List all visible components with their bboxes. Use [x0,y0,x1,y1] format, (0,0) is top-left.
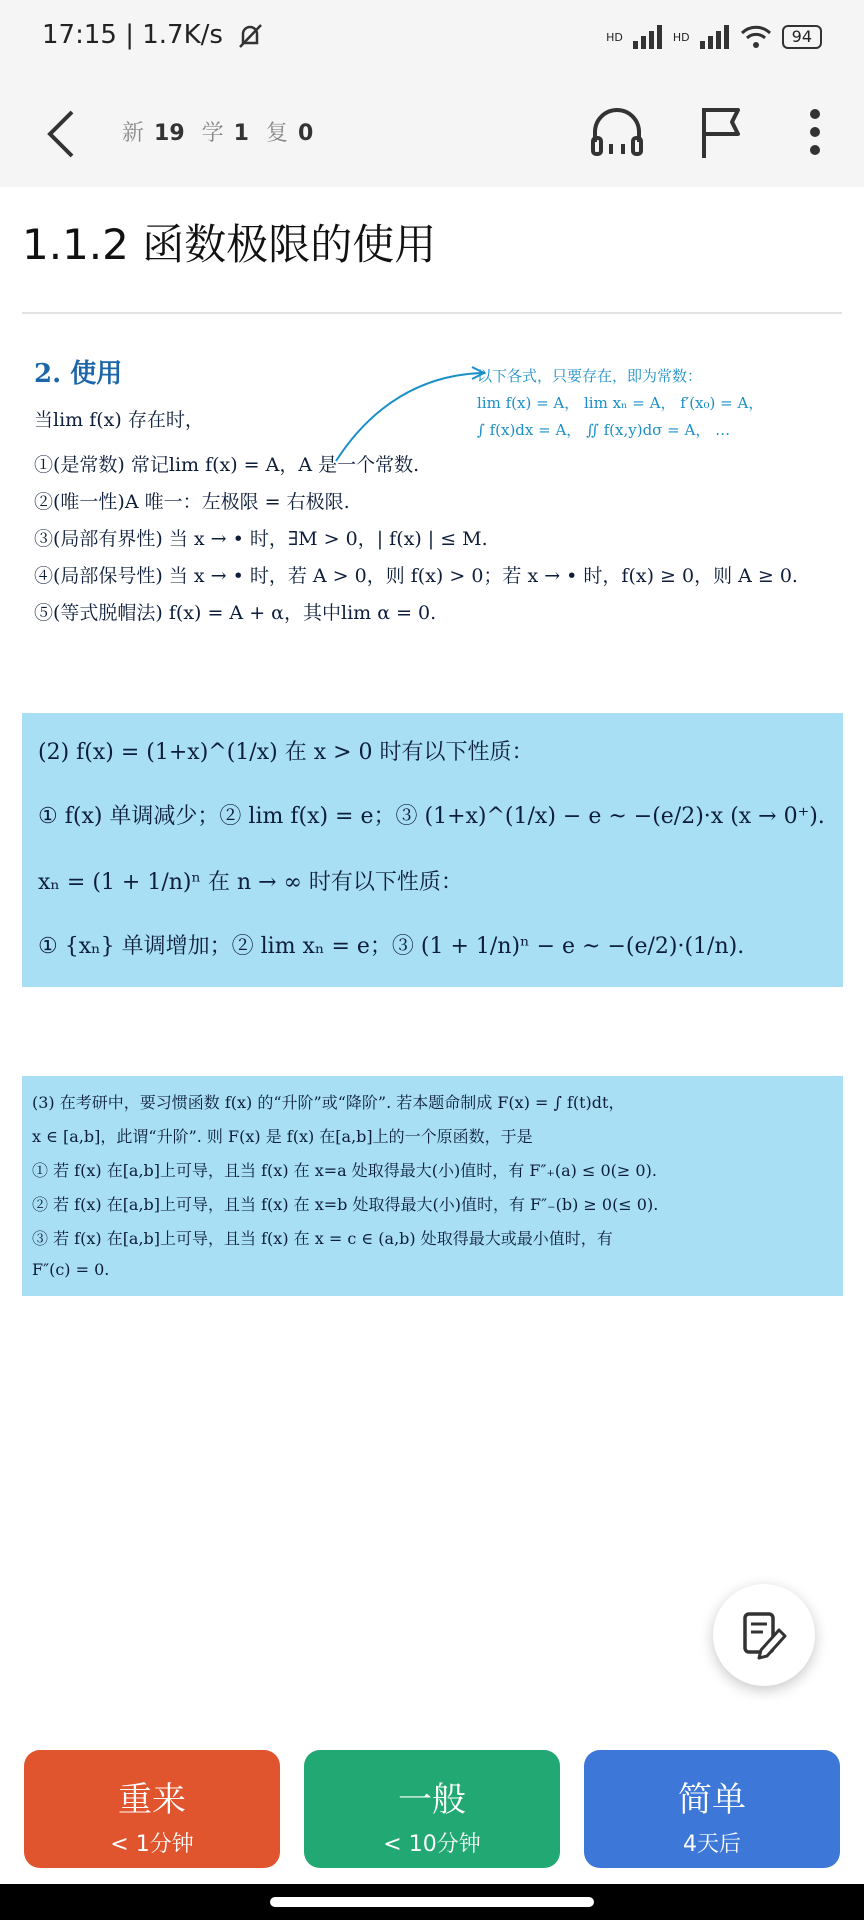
good-button[interactable] [304,1750,560,1868]
back-arrow-icon[interactable] [40,104,84,164]
easy-label: 简单 [678,1780,746,1820]
status-time-speed: 17:15 | 1.7K/s [42,20,223,50]
annotation-line-1: 以下各式，只要存在，即为常数： [477,367,703,385]
easy-interval: 4天后 [683,1832,741,1857]
flag-icon[interactable] [690,100,754,164]
good-label: 一般 [398,1780,466,1820]
new-label: 新 [122,121,145,146]
again-interval: < 1分钟 [110,1832,194,1857]
edit-note-button[interactable] [713,1584,815,1686]
box3-line-4: ② 若 f(x) 在[a,b]上可导，且当 f(x) 在 x=b 处取得最大(小)值时，有 F″₋(b) ≥ 0(≤ 0). [32,1195,659,1214]
signal-2-label: HD [672,30,690,44]
more-vert-icon[interactable] [785,100,845,164]
review-label: 复 [265,121,288,146]
box2-line-2: ① f(x) 单调减少；② lim f(x) = e；③ (1+x)^(1/x) − e ~ −(e/2)·x (x → 0⁺). [38,804,825,829]
annotation-note [477,365,847,446]
usage-heading: 2. 使用 [34,359,123,389]
headphones-icon[interactable] [585,100,649,164]
annotation-arrow [332,365,492,465]
learn-label: 学 [201,121,224,146]
review-count: 0 [297,121,314,146]
box3-line-3: ① 若 f(x) 在[a,b]上可导，且当 f(x) 在 x=a 处取得最大(小)值时，有 F″₊(a) ≤ 0(≥ 0). [32,1161,657,1180]
learn-count: 1 [233,121,249,146]
box2-line-4: ① {xₙ} 单调增加；② lim xₙ = e；③ (1 + 1/n)ⁿ − e ~ −(e/2)·(1/n). [38,934,745,959]
box2-line-1: (2) f(x) = (1+x)^(1/x) 在 x > 0 时有以下性质： [38,740,534,765]
again-label: 重来 [118,1780,186,1820]
box3-line-2: x ∈ [a,b]，此谓“升阶”. 则 F(x) 是 f(x) 在[a,b]上的一个原函数，于是 [32,1127,533,1146]
again-button[interactable] [24,1750,280,1868]
home-indicator[interactable] [270,1897,594,1907]
good-interval: < 10分钟 [383,1832,481,1857]
usage-item-2: ②(唯一性)A 唯一：左极限 = 右极限. [34,491,350,513]
box3-line-6: F″(c) = 0. [32,1260,110,1279]
new-count: 19 [154,121,185,146]
easy-button[interactable] [584,1750,840,1868]
wifi-icon [740,24,772,50]
edit-note-icon [739,1610,789,1660]
mute-bell-icon [235,21,265,51]
battery-indicator: 94 [782,25,822,49]
usage-item-3: ③(局部有界性) 当 x → • 时，∃M > 0，| f(x) | ≤ M. [34,528,488,550]
property-box-2 [22,713,843,987]
progress-counters [122,116,323,147]
signal-1-label: HD [606,30,623,44]
status-bar [0,0,864,80]
usage-item-1: ①(是常数) 常记lim f(x) = A，A 是一个常数. [34,454,420,476]
property-box-3 [22,1076,843,1296]
app-bar [0,80,864,187]
box2-line-3: xₙ = (1 + 1/n)ⁿ 在 n → ∞ 时有以下性质： [38,870,463,895]
signal-2-icon [700,25,730,49]
usage-item-4: ④(局部保号性) 当 x → • 时，若 A > 0，则 f(x) > 0；若 x → • 时，f(x) ≥ 0，则 A ≥ 0. [34,565,798,587]
box3-line-5: ③ 若 f(x) 在[a,b]上可导，且当 f(x) 在 x = c ∈ (a,b) 处取得最大或最小值时，有 [32,1229,613,1248]
title-divider [22,312,842,314]
box3-line-1: (3) 在考研中，要习惯函数 f(x) 的“升阶”或“降阶”. 若本题命制成 F(x) = ∫ f(t)dt， [32,1093,625,1112]
usage-condition: 当lim f(x) 存在时， [34,409,204,431]
signal-1-icon [633,25,663,49]
usage-section [22,345,842,630]
annotation-line-3: ∫ f(x)dx = A， ∬ f(x,y)dσ = A， … [477,421,731,439]
annotation-line-2: lim f(x) = A， lim xₙ = A， f′(x₀) = A， [477,394,764,412]
page-title: 1.1.2 函数极限的使用 [22,220,437,269]
usage-item-5: ⑤(等式脱帽法) f(x) = A + α，其中lim α = 0. [34,602,437,624]
